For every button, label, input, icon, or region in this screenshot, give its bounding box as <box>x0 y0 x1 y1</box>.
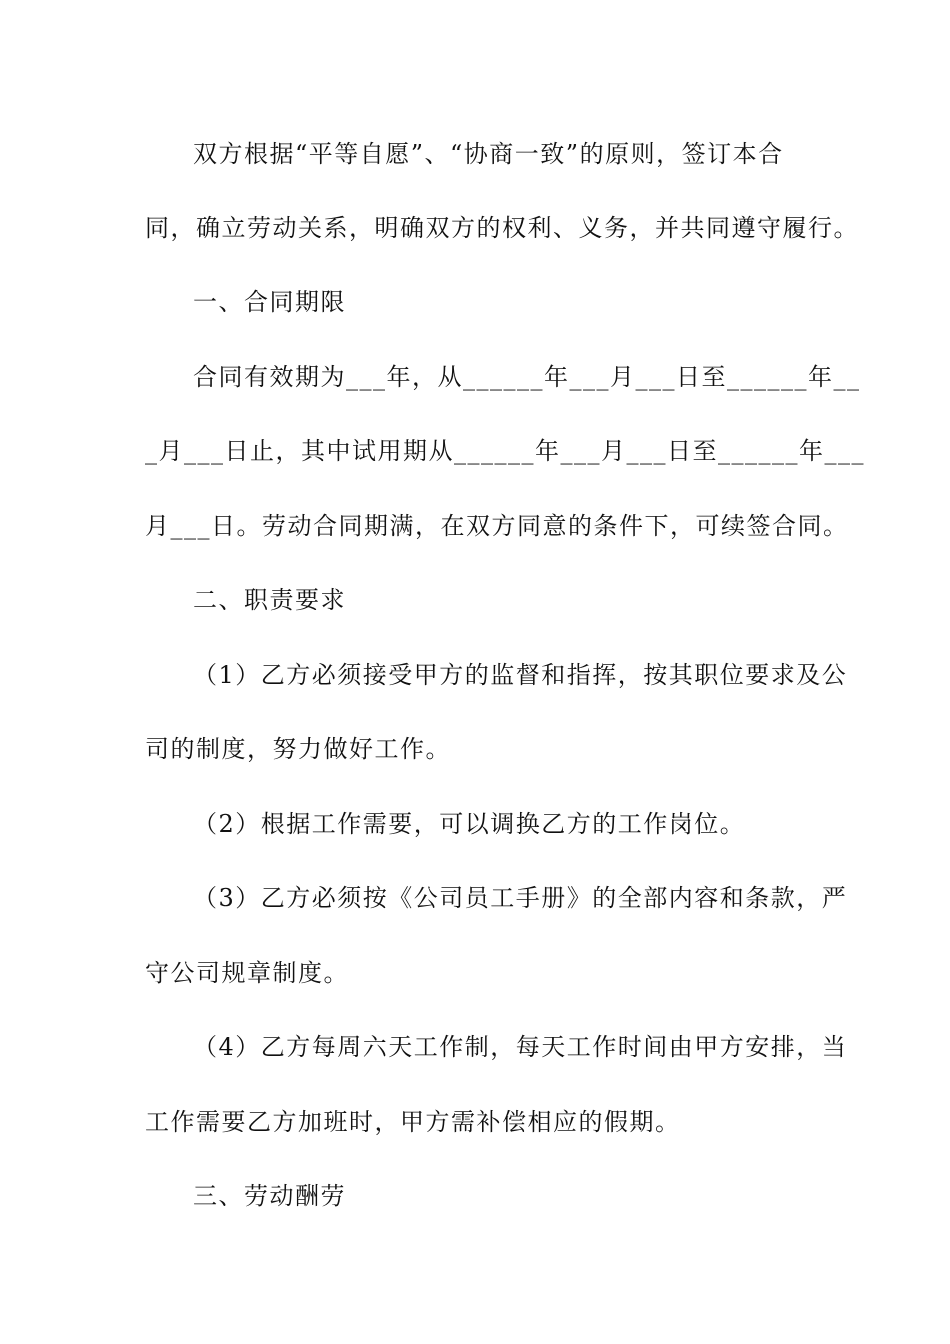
duty-1-line-1: （1）乙方必须接受甲方的监督和指挥，按其职位要求及公 <box>193 661 848 689</box>
paragraph-intro-line-1: 双方根据“平等自愿”、“协商一致”的原则，签订本合 <box>193 140 784 168</box>
paragraph-term-line-1: 合同有效期为___年，从______年___月___日至______年__ <box>193 363 861 391</box>
duty-1-line-2: 司的制度，努力做好工作。 <box>145 735 451 763</box>
section-heading-remuneration: 三、劳动酬劳 <box>193 1182 346 1210</box>
section-heading-contract-term: 一、合同期限 <box>193 288 346 316</box>
duty-3-line-2: 守公司规章制度。 <box>145 959 349 987</box>
paragraph-term-line-2: _月___日止，其中试用期从______年___月___日至______年___ <box>145 437 865 465</box>
duty-3-line-1: （3）乙方必须按《公司员工手册》的全部内容和条款，严 <box>193 884 848 912</box>
duty-2-line-1: （2）根据工作需要，可以调换乙方的工作岗位。 <box>193 810 746 838</box>
paragraph-intro-line-2: 同，确立劳动关系，明确双方的权利、义务，并共同遵守履行。 <box>145 214 859 242</box>
section-heading-duties: 二、职责要求 <box>193 586 346 614</box>
duty-4-line-1: （4）乙方每周六天工作制，每天工作时间由甲方安排，当 <box>193 1033 848 1061</box>
duty-4-line-2: 工作需要乙方加班时，甲方需补偿相应的假期。 <box>145 1108 681 1136</box>
paragraph-term-line-3: 月___日。劳动合同期满，在双方同意的条件下，可续签合同。 <box>145 512 849 540</box>
